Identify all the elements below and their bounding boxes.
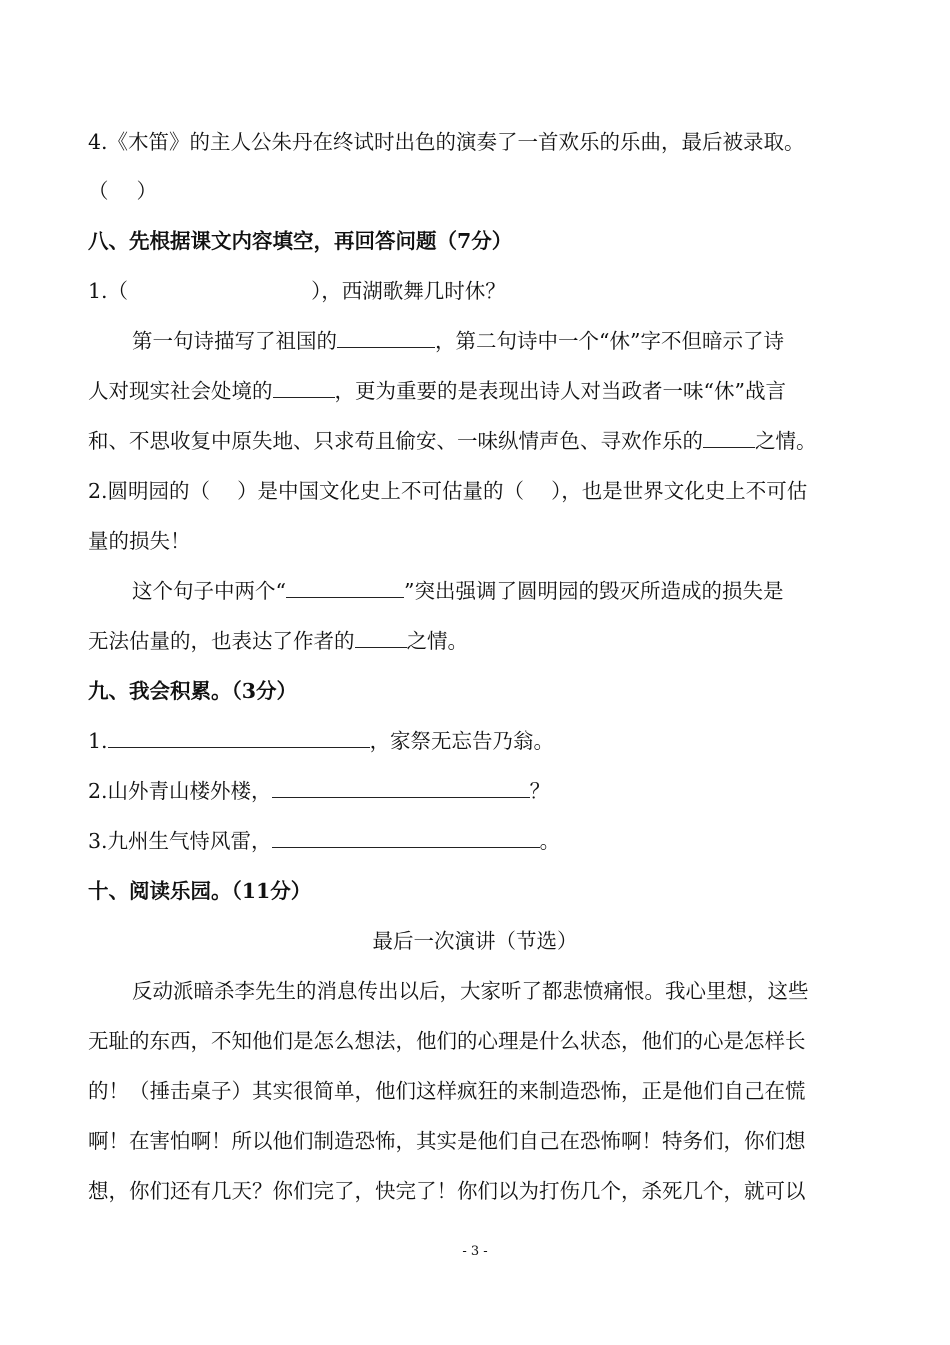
section-10-heading: 十、阅读乐园。（11分） <box>88 879 312 903</box>
fill-blank[interactable] <box>703 426 755 448</box>
text: 无法估量的，也表达了作者的 <box>88 629 355 653</box>
sec8-q1-line-2 <box>132 326 868 356</box>
text: 和、不思收复中原失地、只求苟且偷安、一味纵情声色、寻欢作乐的 <box>88 429 703 453</box>
q1-rest: ），西湖歌舞几时休？ <box>311 279 506 303</box>
fill-blank[interactable] <box>272 776 530 798</box>
text: 。 <box>539 829 561 853</box>
passage-line: 反动派暗杀李先生的消息传出以后，大家听了都悲愤痛恨。我心里想，这些 <box>132 979 809 1003</box>
passage-line: 想，你们还有几天？你们完了，快完了！你们以为打伤几个，杀死几个，就可以 <box>88 1179 806 1203</box>
fill-blank[interactable] <box>337 326 435 348</box>
text: 之情。 <box>755 429 817 453</box>
text: 人对现实社会处境的 <box>88 379 273 403</box>
fill-blank[interactable] <box>286 576 404 598</box>
page-number: - 3 - <box>462 1244 488 1259</box>
q1-number: 1.（ <box>88 279 129 303</box>
sec8-q1-line-4 <box>88 426 868 456</box>
section-8-heading: 八、先根据课文内容填空，再回答问题（7分） <box>88 229 513 253</box>
text: ）是中国文化史上不可估量的（ <box>237 479 525 503</box>
text: 第一句诗描写了祖国的 <box>132 329 337 353</box>
text: 之情。 <box>406 629 468 653</box>
q7-item-4-answer <box>88 176 868 206</box>
text: ，家祭无忘告乃翁。 <box>369 729 555 753</box>
sec8-q1-line-3 <box>88 376 868 406</box>
sec9-item-2 <box>88 776 868 806</box>
text: ，第二句诗中一个“休”字不但暗示了诗 <box>435 329 784 353</box>
sec8-q2-line-2: 量的损失！ <box>88 529 191 553</box>
answer-paren-open: （ <box>88 179 109 203</box>
passage-line: 无耻的东西，不知他们是怎么想法，他们的心理是什么状态，他们的心是怎样长 <box>88 1029 806 1053</box>
sec8-q2-line-1 <box>88 476 868 506</box>
text: ？ <box>529 779 551 803</box>
text: 1. <box>88 729 108 753</box>
section-9-heading: 九、我会积累。（3分） <box>88 679 298 703</box>
text: 这个句子中两个“ <box>132 579 286 603</box>
sec8-q2-line-3 <box>132 576 868 606</box>
sec8-q2-line-4 <box>88 626 868 656</box>
passage-title: 最后一次演讲（节选） <box>372 929 578 953</box>
sec9-item-1 <box>88 726 868 756</box>
sec9-item-3 <box>88 826 868 856</box>
text: ，更为重要的是表现出诗人对当政者一味“休”战言 <box>334 379 786 403</box>
fill-blank[interactable] <box>273 376 335 398</box>
q7-item-4: 4.《木笛》的主人公朱丹在终试时出色的演奏了一首欢乐的乐曲，最后被录取。 <box>88 130 805 154</box>
answer-paren-close: ） <box>136 179 157 203</box>
text: 3.九州生气恃风雷， <box>88 829 272 853</box>
fill-blank[interactable] <box>355 626 407 648</box>
text: ），也是世界文化史上不可估 <box>551 479 808 503</box>
sec8-q1-line <box>88 276 868 306</box>
text: ”突出强调了圆明园的毁灭所造成的损失是 <box>403 579 784 603</box>
fill-blank[interactable] <box>108 726 370 748</box>
text: 2.山外青山楼外楼， <box>88 779 272 803</box>
fill-blank[interactable] <box>272 826 540 848</box>
text: 2.圆明园的（ <box>88 479 211 503</box>
passage-line: 的！（捶击桌子）其实很简单，他们这样疯狂的来制造恐怖，正是他们自己在慌 <box>88 1079 806 1103</box>
passage-line: 啊！在害怕啊！所以他们制造恐怖，其实是他们自己在恐怖啊！特务们，你们想 <box>88 1129 806 1153</box>
